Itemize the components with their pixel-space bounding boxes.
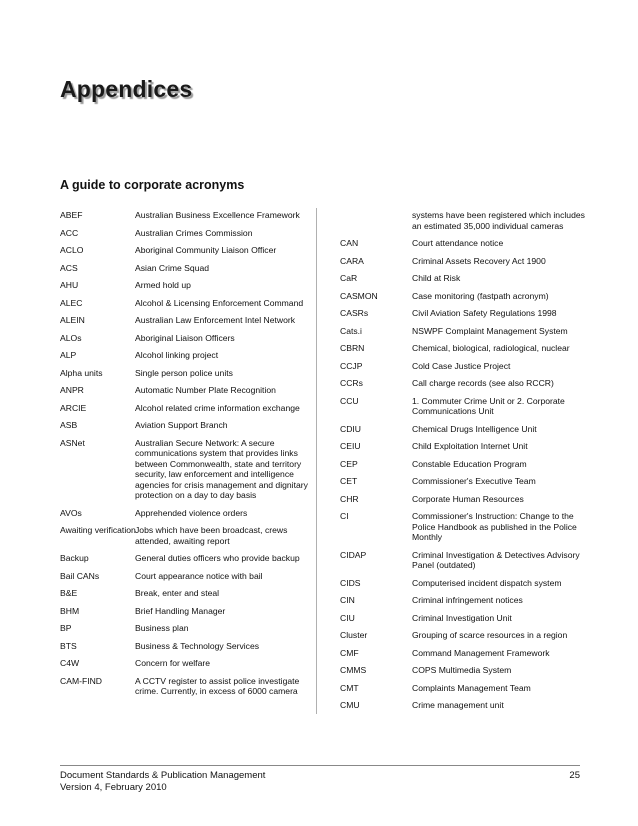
acronym-definition: Jobs which have been broadcast, crews attended, awaiting report	[135, 525, 288, 546]
acronym-definition: Concern for welfare	[135, 658, 210, 668]
acronym-definition: Civil Aviation Safety Regulations 1998	[412, 308, 557, 318]
acronym-row	[340, 210, 590, 231]
acronym-definition: A CCTV register to assist police investigate crime. Currently, in excess of 6000 camera	[135, 675, 300, 696]
acronym-definition: Complaints Management Team	[412, 682, 531, 693]
acronym-row	[340, 361, 590, 372]
acronym-row	[340, 291, 590, 302]
acronym-row	[60, 641, 310, 652]
acronym-term: CAN	[340, 238, 359, 248]
acronym-row	[60, 658, 310, 669]
acronym-definition: Apprehended violence orders	[135, 507, 248, 518]
acronym-term: ACC	[60, 227, 79, 238]
acronym-row	[340, 550, 590, 571]
acronym-term: ASB	[60, 420, 78, 430]
acronym-row	[340, 613, 590, 624]
acronym-row	[60, 298, 310, 309]
acronym-definition: Alcohol linking project	[135, 350, 219, 360]
acronym-term: ASNet	[60, 437, 85, 448]
acronym-row	[60, 315, 310, 326]
acronym-definition: Call charge records (see also RCCR)	[412, 378, 554, 388]
acronym-definition: Court appearance notice with bail	[135, 570, 263, 581]
acronym-definition: COPS Multimedia System	[412, 665, 512, 675]
acronym-definition: Criminal Investigation Unit	[412, 612, 512, 623]
acronym-row	[60, 623, 310, 634]
acronym-row	[60, 553, 310, 564]
acronym-term: BTS	[60, 640, 77, 651]
column-divider	[316, 208, 317, 714]
acronym-term: CIDAP	[340, 549, 367, 560]
acronym-term: ALOs	[60, 332, 82, 343]
acronym-definition: Grouping of scarce resources in a region	[412, 630, 568, 640]
acronym-row	[60, 420, 310, 431]
footer-document-title: Document Standards & Publication Management	[60, 770, 266, 781]
page-number: 25	[569, 770, 580, 781]
acronym-row	[340, 665, 590, 676]
acronym-row	[60, 438, 310, 501]
page-title: Appendices	[60, 76, 193, 102]
acronym-row	[60, 508, 310, 519]
acronym-definition: Case monitoring (fastpath acronym)	[412, 290, 549, 301]
acronym-definition: Brief Handling Manager	[135, 605, 226, 616]
acronym-row	[340, 424, 590, 435]
acronym-term: Bail CANs	[60, 570, 100, 581]
acronym-term: CCU	[340, 395, 359, 406]
acronym-row	[60, 571, 310, 582]
acronym-row	[60, 210, 310, 221]
acronym-definition: Asian Crime Squad	[135, 262, 210, 273]
acronym-term: CARA	[340, 255, 364, 266]
acronym-row	[60, 280, 310, 291]
acronym-term: CaR	[340, 273, 358, 283]
acronym-row	[340, 378, 590, 389]
acronym-term	[340, 210, 412, 231]
acronym-definition: Armed hold up	[135, 280, 191, 290]
acronym-term: BP	[60, 623, 72, 633]
acronym-definition: Constable Education Program	[412, 458, 527, 469]
acronym-definition: Computerised incident dispatch system	[412, 577, 562, 588]
footer-version: Version 4, February 2010	[60, 782, 167, 793]
acronym-term: C4W	[60, 658, 80, 668]
acronym-row	[60, 245, 310, 256]
acronym-term: Backup	[60, 553, 89, 563]
acronym-term: Alpha units	[60, 367, 103, 378]
acronym-definition: Business plan	[135, 623, 189, 633]
acronym-definition: 1. Commuter Crime Unit or 2. Corporate Communications Unit	[412, 395, 565, 416]
acronym-term: ACLO	[60, 245, 84, 255]
acronym-term: ANPR	[60, 385, 84, 395]
acronym-row	[340, 700, 590, 711]
acronym-term: ACS	[60, 262, 78, 273]
acronym-term: CIN	[340, 595, 355, 605]
acronym-term: BHM	[60, 605, 80, 616]
acronym-row	[60, 385, 310, 396]
acronym-row	[60, 368, 310, 379]
acronym-row	[60, 228, 310, 239]
acronym-row	[60, 350, 310, 361]
acronym-row	[340, 256, 590, 267]
acronym-row	[340, 441, 590, 452]
acronym-definition: General duties officers who provide backup	[135, 553, 300, 563]
acronym-definition: Child Exploitation Internet Unit	[412, 441, 528, 451]
acronym-definition: Commissioner's Instruction: Change to the Police Handbook as published in the Police Monthly	[412, 511, 577, 542]
acronym-term: ABEF	[60, 210, 83, 220]
acronym-row	[340, 238, 590, 249]
acronym-definition: Australian Secure Network: A secure communications system that provides links between Commonwealth, state and territory security, law enforcement and intelligence agencies for crisis management and dignitary protection on a day to day basis	[135, 437, 308, 500]
acronym-row	[60, 525, 310, 546]
acronym-definition: Break, enter and steal	[135, 588, 220, 598]
acronym-term: CET	[340, 476, 358, 486]
acronym-row	[340, 476, 590, 487]
acronym-term: CMT	[340, 682, 359, 693]
acronym-row	[340, 343, 590, 354]
acronym-row	[340, 273, 590, 284]
acronym-definition: Cold Case Justice Project	[412, 360, 511, 371]
acronym-term: Awaiting verification	[60, 525, 136, 535]
acronym-definition: Chemical Drugs Intelligence Unit	[412, 423, 537, 434]
acronym-column-right	[340, 210, 590, 718]
acronym-row	[60, 606, 310, 617]
acronym-definition: Criminal Assets Recovery Act 1900	[412, 255, 546, 266]
acronym-term: Cats.i	[340, 325, 362, 336]
acronym-definition: NSWPF Complaint Management System	[412, 325, 568, 336]
acronym-term: CCRs	[340, 378, 363, 388]
acronym-term: ARCIE	[60, 402, 87, 413]
acronym-term: CI	[340, 511, 349, 521]
acronym-row	[340, 683, 590, 694]
acronym-row	[60, 403, 310, 414]
acronym-definition: Single person police units	[135, 367, 233, 378]
acronym-term: CMU	[340, 700, 360, 710]
acronym-definition: Criminal infringement notices	[412, 595, 523, 605]
acronym-term: CDIU	[340, 423, 362, 434]
acronym-row	[60, 263, 310, 274]
acronym-term: CASRs	[340, 308, 369, 318]
acronym-definition: Crime management unit	[412, 700, 504, 710]
acronym-definition: Chemical, biological, radiological, nuclear	[412, 343, 570, 353]
acronym-definition: systems have been registered which includes an estimated 35,000 individual cameras	[412, 210, 585, 231]
acronym-row	[340, 308, 590, 319]
acronym-term: CIU	[340, 612, 355, 623]
acronym-definition: Aboriginal Liaison Officers	[135, 332, 235, 343]
acronym-definition: Commissioner's Executive Team	[412, 476, 536, 486]
acronym-definition: Command Management Framework	[412, 647, 550, 658]
acronym-definition: Court attendance notice	[412, 238, 504, 248]
acronym-term: CHR	[340, 493, 359, 504]
acronym-row	[340, 494, 590, 505]
acronym-term: B&E	[60, 588, 78, 598]
acronym-term: CAM-FIND	[60, 675, 103, 686]
acronym-row	[340, 459, 590, 470]
acronym-term: CBRN	[340, 343, 365, 353]
acronym-definition: Aviation Support Branch	[135, 420, 228, 430]
acronym-definition: Aboriginal Community Liaison Officer	[135, 245, 277, 255]
acronym-definition: Alcohol & Licensing Enforcement Command	[135, 297, 304, 308]
acronym-row	[340, 630, 590, 641]
acronym-row	[340, 326, 590, 337]
acronym-definition: Australian Business Excellence Framework	[135, 210, 300, 220]
acronym-definition: Business & Technology Services	[135, 640, 260, 651]
acronym-row	[60, 676, 310, 697]
acronym-term: CEIU	[340, 441, 361, 451]
acronym-row	[340, 578, 590, 589]
acronym-definition: Child at Risk	[412, 273, 461, 283]
acronym-definition: Australian Law Enforcement Intel Network	[135, 315, 296, 325]
acronym-term: AHU	[60, 280, 79, 290]
acronym-definition: Automatic Number Plate Recognition	[135, 385, 276, 395]
acronym-column-left	[60, 210, 310, 704]
section-subtitle: A guide to corporate acronyms	[60, 178, 245, 192]
acronym-definition: Australian Crimes Commission	[135, 227, 253, 238]
acronym-row	[60, 333, 310, 344]
acronym-definition: Criminal Investigation & Detectives Advisory Panel (outdated)	[412, 549, 580, 570]
acronym-term: CASMON	[340, 290, 378, 301]
acronym-row	[60, 588, 310, 599]
acronym-term: ALEC	[60, 297, 83, 308]
acronym-term: CMF	[340, 647, 359, 658]
acronym-row	[340, 595, 590, 606]
acronym-term: CEP	[340, 458, 358, 469]
acronym-row	[340, 648, 590, 659]
acronym-term: ALP	[60, 350, 77, 360]
acronym-definition: Corporate Human Resources	[412, 493, 524, 504]
acronym-term: CMMS	[340, 665, 367, 675]
acronym-row	[340, 396, 590, 417]
acronym-definition: Alcohol related crime information exchange	[135, 402, 300, 413]
acronym-term: CCJP	[340, 360, 363, 371]
page-footer	[60, 765, 580, 794]
acronym-term: CIDS	[340, 577, 361, 588]
acronym-term: AVOs	[60, 507, 82, 518]
acronym-term: ALEIN	[60, 315, 85, 325]
acronym-term: Cluster	[340, 630, 368, 640]
acronym-row	[340, 511, 590, 543]
